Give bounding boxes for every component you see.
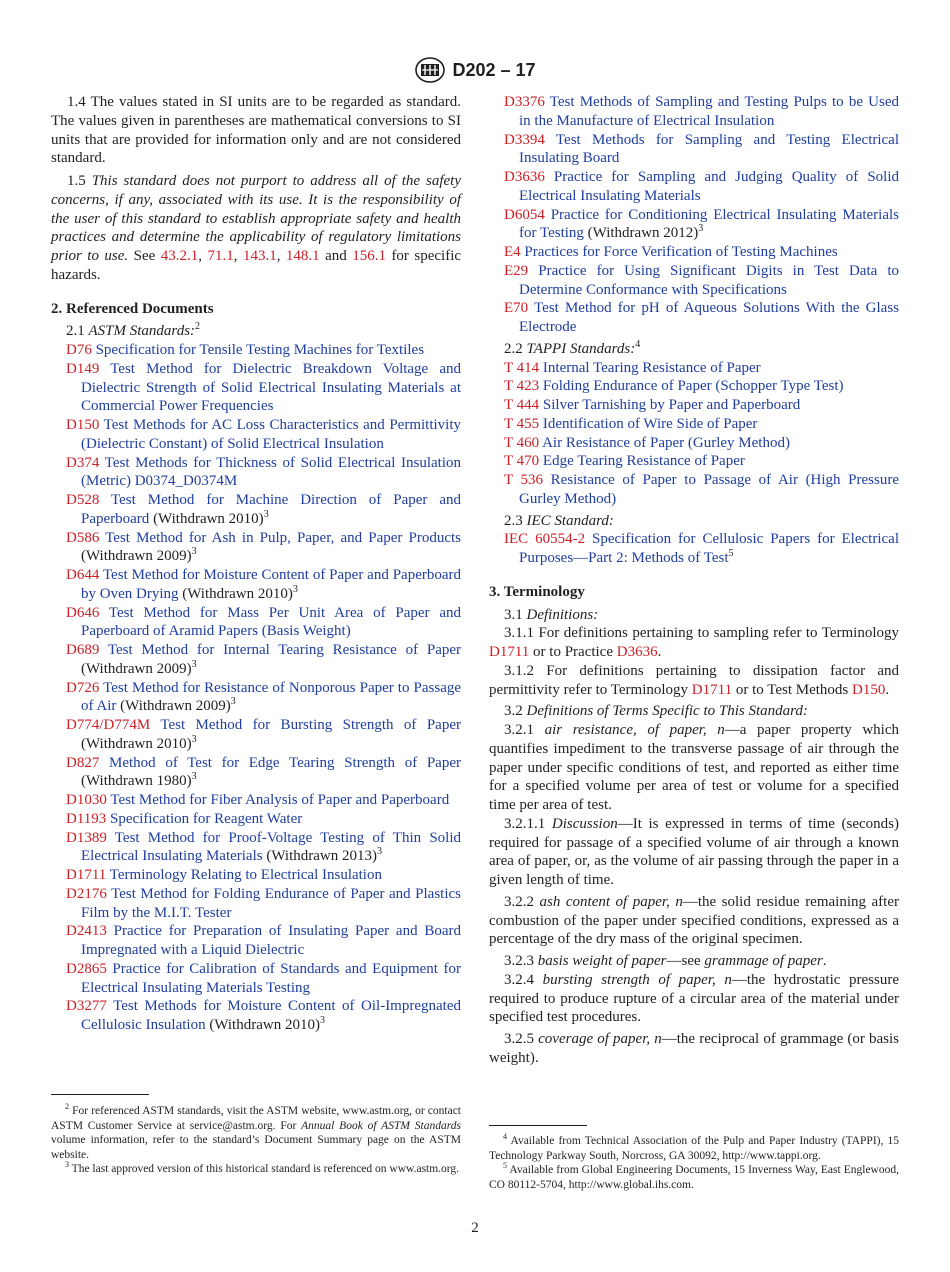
reference-code-link[interactable]: D528 [66, 492, 100, 508]
footnote-number: 5 [503, 1161, 507, 1171]
reference-code-link[interactable]: D3394 [504, 131, 545, 148]
reference-title-link[interactable]: Practice for Conditioning Electrical Insulating Materials for Testing [519, 206, 899, 242]
page-header [0, 56, 950, 84]
terminology-link[interactable]: D1711 [691, 681, 733, 698]
reference-code-link[interactable]: D689 [66, 642, 100, 658]
reference-item [489, 206, 899, 244]
footnote-divider [51, 1094, 149, 1095]
definition-3-1-1: 3.1.1 For definitions pertaining to sampling refer to Terminology D1711 or to Practice D3636. [489, 625, 899, 660]
reference-code-link[interactable]: D1389 [66, 829, 107, 846]
reference-title-link[interactable]: Practices for Force Verification of Testing Machines [524, 244, 838, 260]
reference-code-link[interactable]: D3277 [66, 998, 107, 1015]
reference-item [489, 415, 899, 434]
reference-title-link[interactable]: Practice for Using Significant Digits in Test Data to Determine Conformance with Specifications [519, 262, 899, 298]
hazard-link[interactable]: 71.1 [207, 248, 234, 264]
footnote-marker: 3 [191, 546, 197, 558]
reference-code-link[interactable]: IEC 60554-2 [504, 531, 586, 548]
withdrawn-note: (Withdrawn 1980) [81, 773, 192, 790]
reference-code-link[interactable]: D76 [66, 342, 92, 358]
reference-item [51, 341, 461, 360]
reference-item [489, 452, 899, 471]
reference-title-link[interactable]: Practice for Preparation of Insulating Paper and Board Impregnated with a Liquid Dielectric [81, 923, 462, 958]
reference-title-link[interactable]: Test Method for Proof-Voltage Testing of Thin Solid Electrical Insulating Materials [81, 829, 462, 865]
reference-item [489, 131, 899, 169]
tappi-standards-label: 2.2 TAPPI Standards:$^4$ [504, 338, 641, 357]
reference-code-link[interactable]: D3376 [504, 94, 545, 110]
document-id: D202 – 17 [452, 59, 536, 80]
definition-3-1-2: 3.1.2 For definitions pertaining to dissipation factor and permittivity refer to Terminology D1711 or to Test Methods D150. [489, 662, 899, 698]
reference-title-link[interactable]: Specification for Cellulosic Papers for Electrical Purposes—Part 2: Methods of Test [519, 531, 899, 566]
reference-item [51, 491, 461, 529]
reference-item [489, 530, 899, 568]
definition-3-2: 3.2 Definitions of Terms Specific to This Standard: [504, 703, 808, 720]
footnote-number: 3 [65, 1160, 69, 1170]
reference-title-link[interactable]: Test Methods for Sampling and Testing Electrical Insulating Board [519, 131, 900, 167]
footnote-marker: 3 [698, 223, 704, 235]
reference-item [489, 168, 899, 206]
left-footnotes [51, 1104, 461, 1177]
footnote-number: 2 [65, 1102, 69, 1112]
withdrawn-note: (Withdrawn 2009) [116, 698, 231, 715]
definition-3-2-5: 3.2.5 coverage of paper, n—the reciprocal of grammage (or basis weight). [489, 1031, 900, 1066]
footnote-marker: 3 [319, 1015, 325, 1026]
reference-title-link[interactable]: Terminology Relating to Electrical Insulation [109, 867, 382, 883]
reference-item [489, 471, 899, 509]
reference-title-link[interactable]: Specification for Reagent Water [110, 810, 303, 827]
reference-code-link[interactable]: D1711 [66, 867, 107, 883]
reference-title-link[interactable]: Test Method for Dielectric Breakdown Voltage and Dielectric Strength of Solid Electrical Insulating Materials at Commercial Power Frequencies [81, 360, 461, 415]
reference-code-link[interactable]: T 470 [504, 453, 540, 470]
withdrawn-note: (Withdrawn 2010) [149, 510, 264, 527]
reference-code-link[interactable]: D586 [66, 529, 100, 546]
reference-item [51, 922, 461, 960]
reference-title-link[interactable]: Silver Tarnishing by Paper and Paperboard [542, 397, 801, 413]
reference-item [51, 960, 461, 998]
reference-code-link[interactable]: T 423 [504, 378, 540, 395]
footnote-marker: 3 [376, 846, 382, 858]
astm-logo-icon [414, 56, 446, 84]
reference-item [51, 641, 461, 679]
reference-code-link[interactable]: D150 [66, 417, 100, 433]
reference-title-link[interactable]: Method of Test for Edge Tearing Strength of Paper [109, 754, 461, 771]
footnote-marker: 5 [728, 548, 734, 559]
reference-item [489, 359, 899, 378]
reference-title-link[interactable]: Specification for Tensile Testing Machines for Textiles [95, 342, 425, 358]
reference-item [51, 829, 461, 867]
iec-standard-label: 2.3 IEC Standard: [504, 512, 614, 529]
astm-reference-list [51, 341, 461, 1035]
reference-code-link[interactable]: D3636 [504, 169, 545, 185]
reference-code-link[interactable]: D646 [66, 604, 100, 621]
reference-code-link[interactable]: T 536 [504, 472, 544, 488]
reference-title-link[interactable]: Folding Endurance of Paper (Schopper Type Test) [542, 378, 844, 395]
section-3-heading: 3. Terminology [489, 583, 585, 600]
reference-code-link[interactable]: T 414 [504, 359, 540, 376]
terminology-link[interactable]: D1711 [489, 644, 530, 660]
reference-item [51, 454, 461, 492]
paragraph-1-5: 1.5 This standard does not purport to address all of the safety concerns, if any, associated with its use. It is the responsibility of the user of this standard to establish appropriate safety and health practices and determine the applicability of regulatory limitations prior to use. See 43.2.1, 71.1, 143.1, 148.1 and 156.1 for specific hazards. [51, 173, 462, 283]
reference-item [489, 377, 899, 396]
reference-item [51, 679, 461, 717]
reference-item [51, 885, 461, 923]
hazard-link[interactable]: 156.1 [352, 248, 386, 264]
definition-3-2-1-1: 3.2.1.1 Discussion—It is expressed in terms of time (seconds) required for passage of a specified volume of air through a known area of paper, or, as the volume of air passing through the paper in a given length of time. [489, 815, 899, 888]
reference-code-link[interactable]: D2413 [66, 923, 107, 940]
reference-code-link[interactable]: D2865 [66, 960, 107, 977]
reference-item [489, 299, 899, 337]
astm-reference-list-continued [489, 93, 899, 337]
withdrawn-note: (Withdrawn 2012) [583, 225, 699, 242]
footnote-marker: 3 [263, 508, 269, 520]
tappi-reference-list [489, 359, 899, 509]
reference-code-link[interactable]: D1193 [66, 810, 107, 827]
footnote: $^2$ For referenced ASTM standards, visit the ASTM website, www.astm.org, or contact ASTM Customer Service at service@astm.org. For Annual Book of ASTM Standards volume information, refer to the standard’s Document Summary page on the ASTM website. [51, 1102, 461, 1161]
hazard-link[interactable]: 43.2.1 [160, 248, 199, 264]
reference-title-link[interactable]: Test Methods for Moisture Content of Oil-Impregnated Cellulosic Insulation [81, 998, 461, 1033]
reference-code-link[interactable]: D1030 [66, 792, 107, 808]
footnote-marker: 3 [191, 771, 197, 783]
right-column [489, 93, 899, 1068]
reference-item [51, 416, 461, 454]
reference-title-link[interactable]: Identification of Wire Side of Paper [542, 415, 758, 432]
reference-item [51, 997, 461, 1035]
reference-title-link[interactable]: Test Methods for Thickness of Solid Electrical Insulation (Metric) D0374_D0374M [81, 454, 461, 490]
footnote-number: 4 [503, 1132, 507, 1142]
withdrawn-note: (Withdrawn 2013) [262, 848, 377, 865]
reference-code-link[interactable]: E70 [504, 300, 529, 317]
reference-title-link[interactable]: Test Method for Moisture Content of Paper and Paperboard by Oven Drying [81, 567, 462, 602]
reference-item [51, 866, 461, 885]
reference-title-link[interactable]: Test Method for Internal Tearing Resistance of Paper [107, 642, 462, 658]
reference-title-link[interactable]: Edge Tearing Resistance of Paper [542, 453, 745, 470]
section-2-heading: 2. Referenced Documents [51, 300, 214, 317]
definition-3-1: 3.1 Definitions: [504, 606, 599, 623]
reference-title-link[interactable]: Resistance of Paper to Passage of Air (High Pressure Gurley Method) [519, 472, 899, 507]
footnote-marker: 3 [292, 583, 298, 595]
reference-item [51, 810, 461, 829]
footnote-marker: 3 [191, 733, 197, 745]
reference-item [51, 716, 461, 754]
reference-item [51, 566, 461, 604]
withdrawn-note: (Withdrawn 2010) [205, 1017, 320, 1033]
definition-3-2-4: 3.2.4 bursting strength of paper, n—the hydrostatic pressure required to produce rupture of a circular area of the material under specified test procedures. [489, 971, 899, 1026]
reference-code-link[interactable]: T 455 [504, 415, 540, 432]
reference-item [51, 791, 461, 810]
withdrawn-note: (Withdrawn 2009) [81, 660, 192, 677]
reference-item [51, 360, 461, 416]
reference-title-link[interactable]: Test Method for Fiber Analysis of Paper and Paperboard [110, 792, 450, 808]
reference-item [51, 529, 461, 567]
paragraph-1-4: 1.4 The values stated in SI units are to be regarded as standard. The values given in parentheses are mathematical conversions to SI units that are provided for information only and are not considered standard. [51, 94, 461, 167]
iec-reference-list [489, 530, 899, 568]
reference-code-link[interactable]: D374 [66, 454, 100, 471]
footnote: $^4$ Available from Technical Association of the Pulp and Paper Industry (TAPPI), 15 Technology Parkway South, Norcross, GA 30092, http://www.tappi.org. [489, 1132, 899, 1162]
footnote-marker: 3 [191, 658, 197, 670]
footnote-divider [489, 1125, 587, 1126]
test-method-link[interactable]: D150 [852, 681, 886, 698]
definition-3-2-1: 3.2.1 air resistance, of paper, n—a paper property which quantifies impediment to the transverse passage of air through the paper under specific conditions of test, and reported as either time for a specified volume per area of test or volume for a specified time per area of test. [489, 722, 899, 813]
reference-title-link[interactable]: Practice for Sampling and Judging Quality of Solid Electrical Insulating Materials [519, 169, 900, 204]
reference-title-link[interactable]: Test Method for Ash in Pulp, Paper, and Paper Products [105, 529, 461, 546]
reference-title-link[interactable]: Test Method for pH of Aqueous Solutions With the Glass Electrode [519, 300, 899, 335]
reference-title-link[interactable]: Air Resistance of Paper (Gurley Method) [542, 434, 790, 451]
hazard-link[interactable]: 143.1 [242, 248, 277, 264]
reference-title-link[interactable]: Test Method for Resistance of Nonporous Paper to Passage of Air [81, 679, 462, 715]
definition-3-2-3: 3.2.3 basis weight of paper—see grammage of paper. [504, 953, 827, 969]
reference-title-link[interactable]: Test Methods for AC Loss Characteristics and Permittivity (Dielectric Constant) of Solid Electrical Insulation [81, 417, 461, 452]
safety-statement: This standard does not purport to address all of the safety concerns, if any, associated with its use. It is the responsibility of the user of this standard to establish appropriate safety and health practices and determine the applicability of regulatory limitations prior to use. [51, 173, 462, 264]
reference-code-link[interactable]: D726 [66, 679, 100, 696]
reference-title-link[interactable]: Internal Tearing Resistance of Paper [542, 359, 761, 376]
definition-3-2-2: 3.2.2 ash content of paper, n—the solid residue remaining after combustion of the paper under specified conditions, expressed as a percentage of the dry mass of the original specimen. [489, 893, 899, 948]
astm-standards-label: 2.1 ASTM Standards:$^2$ [66, 321, 201, 340]
reference-title-link[interactable]: Test Method for Machine Direction of Paper and Paperboard [81, 492, 461, 527]
reference-code-link[interactable]: E29 [504, 262, 529, 279]
practice-link[interactable]: D3636 [616, 644, 658, 660]
withdrawn-note: (Withdrawn 2010) [81, 735, 192, 752]
reference-code-link[interactable]: T 460 [504, 434, 540, 451]
hazard-link[interactable]: 148.1 [285, 248, 320, 264]
reference-title-link[interactable]: Test Methods of Sampling and Testing Pulps to be Used in the Manufacture of Electrical Insulation [519, 94, 900, 129]
reference-code-link[interactable]: D827 [66, 754, 100, 771]
footnote: $^3$ The last approved version of this historical standard is referenced on www.astm.org. [65, 1160, 460, 1176]
reference-title-link[interactable]: Test Method for Mass Per Unit Area of Paper and Paperboard of Aramid Papers (Basis Weight) [81, 604, 462, 640]
reference-item [51, 604, 461, 642]
reference-item [51, 754, 461, 792]
reference-item [489, 243, 899, 262]
left-column [51, 93, 461, 1035]
reference-item [489, 434, 899, 453]
reference-code-link[interactable]: D644 [66, 567, 100, 583]
reference-title-link[interactable]: Test Method for Folding Endurance of Paper and Plastics Film by the M.I.T. Tester [81, 885, 461, 921]
footnote-marker: 3 [230, 696, 236, 708]
reference-code-link[interactable]: D2176 [66, 885, 107, 902]
reference-code-link[interactable]: D6054 [504, 206, 545, 223]
footnote: $^5$ Available from Global Engineering Documents, 15 Inverness Way, East Englewood, CO 80112-5704, http://www.global.ihs.com. [489, 1161, 899, 1191]
reference-code-link[interactable]: E4 [504, 244, 521, 260]
withdrawn-note: (Withdrawn 2010) [178, 585, 293, 602]
reference-item [489, 262, 899, 300]
right-footnotes [489, 1134, 899, 1192]
reference-code-link[interactable]: D774/D774M [66, 717, 151, 733]
reference-title-link[interactable]: Test Method for Bursting Strength of Paper [160, 717, 461, 733]
reference-code-link[interactable]: D149 [66, 360, 100, 377]
reference-title-link[interactable]: Practice for Calibration of Standards and Equipment for Electrical Insulating Materials Testing [81, 960, 461, 996]
page-number: 2 [471, 1220, 479, 1236]
withdrawn-note: (Withdrawn 2009) [81, 548, 192, 565]
reference-item [489, 396, 899, 415]
reference-item [489, 93, 899, 131]
reference-code-link[interactable]: T 444 [504, 397, 540, 413]
